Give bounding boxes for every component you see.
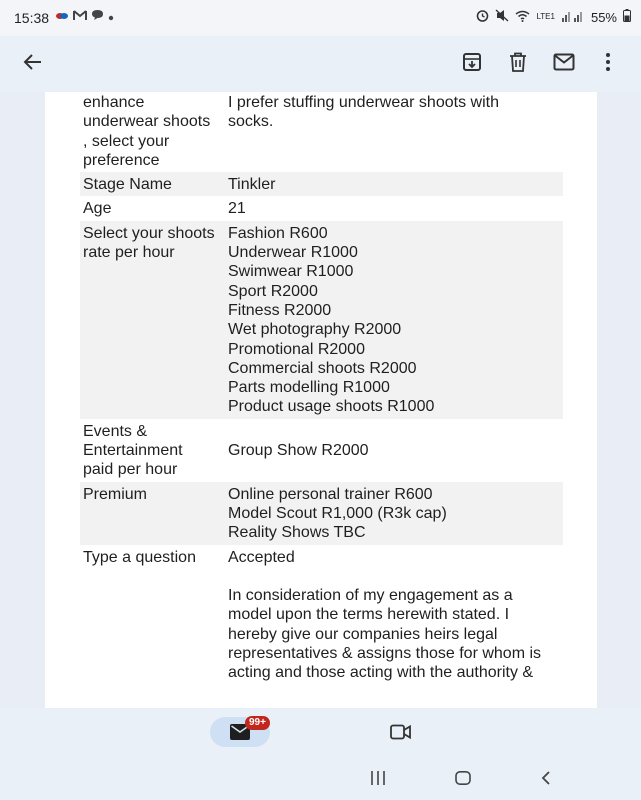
gmail-icon: [73, 10, 87, 24]
question-line: Events &: [83, 422, 148, 440]
question-cell: [80, 196, 225, 220]
status-bar: [0, 0, 641, 36]
archive-icon: [462, 52, 482, 77]
dot-icon: [108, 10, 114, 24]
answer-line: Swimwear R1000: [228, 263, 354, 281]
answer-line: acting and those acting with the authority &: [228, 664, 534, 682]
question-line: Premium: [83, 485, 148, 503]
answer-blank-line: [228, 567, 560, 586]
status-left-icons: [55, 9, 114, 24]
recent-apps-button[interactable]: [364, 768, 392, 788]
table-row: [80, 172, 563, 196]
question-cell: [80, 419, 225, 482]
bottom-navigation: [0, 708, 641, 756]
battery-icon: [623, 9, 631, 25]
question-line: rate per hour: [83, 244, 175, 262]
app-bar: [0, 36, 641, 92]
answer-line: Online personal trainer R600: [228, 485, 433, 503]
question-line: underwear shoots: [83, 113, 211, 131]
delete-button[interactable]: [502, 48, 534, 80]
question-line: Age: [83, 200, 112, 218]
question-cell: [80, 482, 225, 545]
meet-tab[interactable]: [384, 719, 416, 745]
answer-line: Wet photography R2000: [228, 321, 402, 339]
home-button[interactable]: [449, 768, 477, 788]
wifi-icon: [515, 10, 530, 25]
status-right-icons: [476, 9, 631, 25]
answer-line: Sport R2000: [228, 282, 318, 300]
more-vert-icon: [605, 52, 611, 77]
answer-line: In consideration of my engagement as a: [228, 587, 513, 605]
table-row: [80, 545, 563, 685]
more-options-button[interactable]: [592, 48, 624, 80]
answer-line: Group Show R2000: [228, 442, 369, 460]
back-arrow-icon: [23, 52, 43, 77]
video-icon: [390, 724, 412, 745]
answer-cell: [225, 92, 563, 172]
back-icon: [541, 771, 551, 790]
answer-cell: [225, 196, 563, 220]
answer-line: Accepted: [228, 548, 295, 566]
answer-line: hereby give our companies heirs legal: [228, 625, 498, 643]
answer-line: socks.: [228, 113, 274, 131]
battery-percent: 55%: [590, 9, 617, 25]
table-row: [80, 92, 563, 172]
recent-apps-icon: [370, 771, 386, 790]
answer-line: representatives & assigns those for whom is: [228, 645, 542, 663]
question-line: Type a question: [83, 548, 196, 566]
answer-line: 21: [228, 200, 246, 218]
table-row: [80, 419, 563, 482]
answer-line: Tinkler: [228, 176, 276, 194]
answer-line: Fitness R2000: [228, 301, 332, 319]
mail-icon: [553, 53, 575, 76]
answer-line: Model Scout R1,000 (R3k cap): [228, 504, 447, 522]
answer-line: model upon the terms herewith stated. I: [228, 606, 510, 624]
question-line: Entertainment: [83, 442, 183, 460]
answer-cell: [225, 419, 563, 482]
mark-unread-button[interactable]: [548, 48, 580, 80]
answer-cell: [225, 482, 563, 545]
answer-line: Reality Shows TBC: [228, 524, 366, 542]
answer-cell: [225, 545, 563, 685]
back-button[interactable]: [17, 48, 49, 80]
question-cell: [80, 545, 225, 685]
answer-line: Underwear R1000: [228, 244, 358, 262]
back-nav-button[interactable]: [533, 768, 561, 788]
question-cell: [80, 172, 225, 196]
question-line: enhance: [83, 94, 145, 111]
answer-line: Product usage shoots R1000: [228, 398, 435, 416]
question-line: paid per hour: [83, 461, 178, 479]
archive-button[interactable]: [456, 48, 488, 80]
answer-line: Commercial shoots R2000: [228, 359, 417, 377]
chat-bubble-icon: [91, 9, 104, 24]
answer-line: Parts modelling R1000: [228, 379, 390, 397]
table-row: [80, 221, 563, 419]
question-line: Select your shoots: [83, 224, 215, 242]
home-icon: [455, 771, 471, 790]
system-navigation-bar: [0, 756, 641, 800]
table-row: [80, 482, 563, 545]
question-cell: [80, 92, 225, 172]
notification-app-icon: [55, 10, 69, 24]
question-line: Stage Name: [83, 176, 172, 194]
question-cell: [80, 221, 225, 419]
mute-icon: [495, 9, 509, 25]
network-label: LTE1: [536, 12, 555, 21]
question-line: preference: [83, 151, 160, 169]
answer-cell: [225, 172, 563, 196]
unread-count-badge: 99+: [245, 716, 270, 730]
status-time: 15:38: [14, 10, 50, 26]
answer-line: Fashion R600: [228, 224, 328, 242]
table-row: [80, 196, 563, 220]
answer-cell: [225, 221, 563, 419]
email-card: [45, 92, 597, 708]
answer-line: Promotional R2000: [228, 340, 365, 358]
form-responses-table: [80, 92, 563, 685]
alarm-icon: [476, 9, 489, 25]
question-line: , select your: [83, 132, 170, 150]
answer-line: I prefer stuffing underwear shoots with: [228, 94, 499, 111]
signal-icon: [561, 10, 585, 25]
delete-icon: [509, 52, 527, 77]
message-body[interactable]: [0, 92, 641, 708]
